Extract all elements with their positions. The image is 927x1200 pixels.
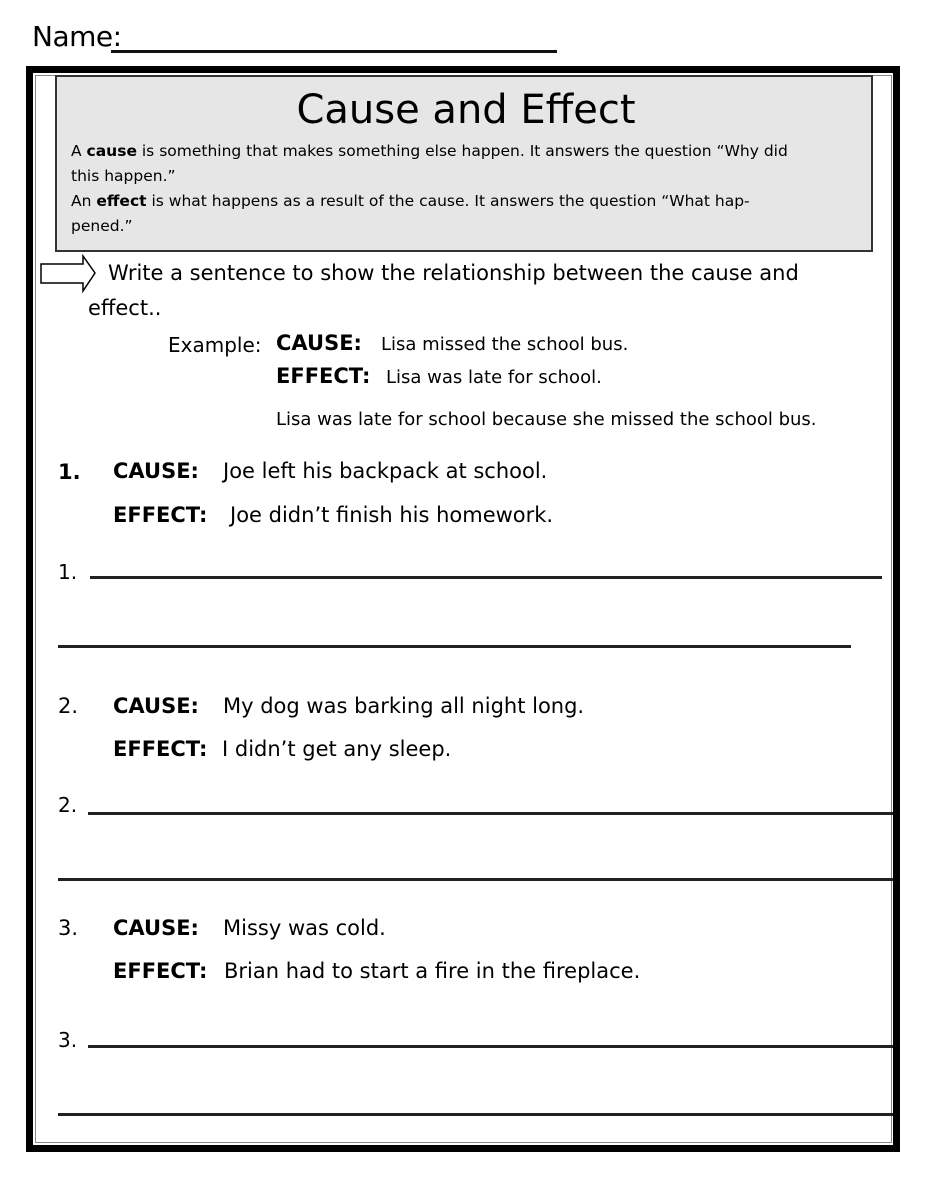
example-answer: Lisa was late for school because she missed the school bus. <box>276 409 817 430</box>
cause-label: CAUSE: <box>113 916 199 940</box>
answer-line[interactable] <box>58 878 893 881</box>
effect-text: Joe didn’t finish his homework. <box>230 503 554 527</box>
instructions-line2: effect.. <box>88 296 162 320</box>
name-field-line[interactable] <box>111 50 557 53</box>
instructions-line1: Write a sentence to show the relationship between the cause and <box>108 261 799 285</box>
cause-text: Missy was cold. <box>223 916 386 940</box>
arrow-right-icon <box>39 254 99 294</box>
cause-label: CAUSE: <box>113 459 199 483</box>
cause-text: My dog was barking all night long. <box>223 694 585 718</box>
effect-label: EFFECT: <box>113 737 208 761</box>
cause-definition-text: is something that makes something else happen. It answers the question “Why did <box>136 142 788 160</box>
effect-text: Brian had to start a fire in the fireplace. <box>224 959 641 983</box>
effect-definition-line1 <box>71 192 750 210</box>
effect-definition-text: is what happens as a result of the cause. It answers the question “What hap- <box>146 192 750 210</box>
question-number: 3. <box>58 916 79 940</box>
cause-definition-line2: this happen.” <box>71 167 176 185</box>
example-cause-text: Lisa missed the school bus. <box>381 334 629 355</box>
example-label: Example: <box>168 333 262 357</box>
cause-label: CAUSE: <box>113 694 199 718</box>
effect-definition-line2: pened.” <box>71 217 133 235</box>
answer-line[interactable] <box>88 812 893 815</box>
cause-term: cause <box>86 142 137 160</box>
effect-prefix: An <box>71 192 97 210</box>
cause-prefix: A <box>71 142 87 160</box>
cause-text: Joe left his backpack at school. <box>223 459 548 483</box>
answer-number: 3. <box>58 1028 78 1052</box>
cause-definition-line1 <box>71 142 788 160</box>
worksheet-title: Cause and Effect <box>296 87 636 133</box>
question-number: 1. <box>58 460 81 484</box>
example-cause-label: CAUSE: <box>276 331 362 355</box>
example-effect-label: EFFECT: <box>276 364 371 388</box>
answer-line[interactable] <box>90 576 882 579</box>
name-label: Name: <box>32 20 122 53</box>
answer-number: 2. <box>58 793 78 817</box>
example-effect-text: Lisa was late for school. <box>386 367 602 388</box>
definitions-box <box>55 75 873 252</box>
effect-text: I didn’t get any sleep. <box>222 737 452 761</box>
effect-label: EFFECT: <box>113 959 208 983</box>
answer-line[interactable] <box>58 645 851 648</box>
question-number: 2. <box>58 694 79 718</box>
answer-line[interactable] <box>88 1045 893 1048</box>
answer-line[interactable] <box>58 1113 893 1116</box>
effect-label: EFFECT: <box>113 503 208 527</box>
answer-number: 1. <box>58 560 78 584</box>
effect-term: effect <box>96 192 147 210</box>
